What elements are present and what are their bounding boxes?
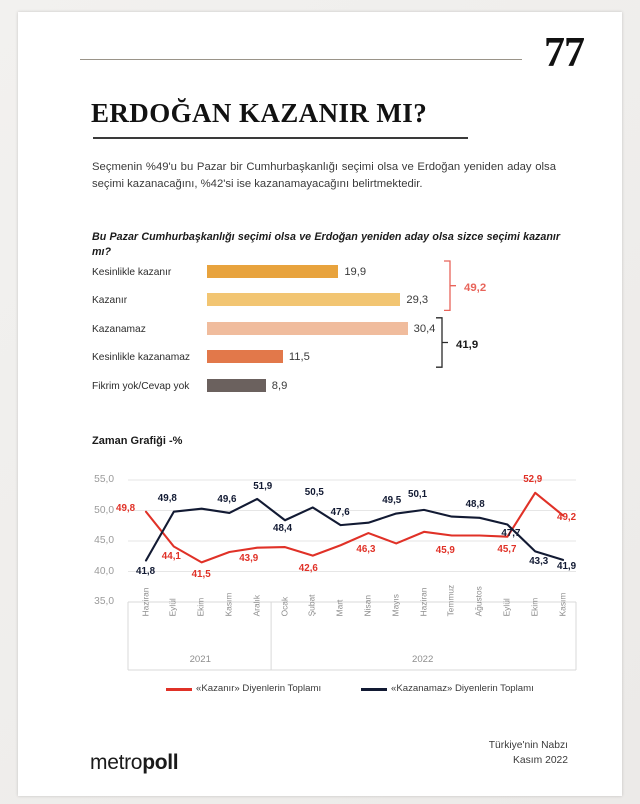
bar-category-label: Fikrim yok/Cevap yok	[92, 380, 190, 392]
y-axis-tick-label: 55,0	[94, 474, 114, 485]
x-axis-tick-label: Ocak	[279, 596, 290, 617]
intro-paragraph: Seçmenin %49'u bu Pazar bir Cumhurbaşkanlığı seçimi olsa ve Erdoğan yeniden aday olsa seçimi kazanacağını, %42'si ise kazanamayacağını belirtmektedir.	[92, 161, 556, 190]
y-axis-tick-label: 40,0	[94, 565, 114, 577]
bar-value-label: 29,3	[406, 294, 429, 307]
x-axis-tick-label: Haziran	[418, 587, 429, 617]
x-axis-tick-label: Ağustos	[473, 586, 484, 617]
x-axis-tick-label: Nisan	[362, 594, 373, 617]
data-point-label: 41,9	[557, 560, 577, 572]
report-page	[18, 12, 622, 796]
y-axis-tick-label: 50,0	[94, 504, 114, 516]
x-axis-group-label: 2022	[412, 654, 434, 665]
x-axis-tick-label: Ekim	[529, 597, 540, 617]
data-point-label: 49,5	[382, 494, 402, 506]
time-chart-title: Zaman Grafiği -%	[92, 435, 183, 447]
data-point-label: 46,3	[356, 544, 376, 556]
x-axis-tick-label: Şubat	[306, 594, 317, 617]
x-axis-tick-label: Mayıs	[390, 594, 401, 617]
bar-category-label: Kazanır	[92, 295, 128, 307]
bar-value-label: 30,4	[413, 322, 436, 335]
data-point-label: 47,7	[501, 527, 521, 539]
legend-label-0: «Kazanır» Diyenlerin Toplamı	[196, 683, 322, 694]
x-axis-tick-label: Aralık	[251, 594, 262, 617]
line-chart	[76, 452, 596, 694]
survey-question: Bu Pazar Cumhurbaşkanlığı seçimi olsa ve Erdoğan yeniden aday olsa sizce seçimi kazanır mı?	[92, 231, 560, 258]
data-point-label: 51,9	[253, 480, 273, 492]
bracket-total-kazanamaz: 41,9	[456, 339, 479, 351]
bar-segment	[207, 350, 283, 363]
data-point-label: 45,9	[435, 544, 455, 556]
x-axis-tick-label: Kasım	[557, 592, 568, 617]
source-note	[489, 738, 568, 768]
data-point-label: 50,5	[304, 487, 324, 499]
bar-segment	[207, 265, 338, 278]
bar-category-label: Kesinlikle kazanamaz	[92, 352, 190, 364]
data-point-label: 49,8	[157, 492, 177, 504]
header-rule	[80, 59, 522, 60]
bar-segment	[207, 322, 408, 335]
x-axis-group-label: 2021	[189, 654, 211, 665]
legend-label-1: «Kazanamaz» Diyenlerin Toplamı	[391, 683, 534, 694]
x-axis-tick-label: Mart	[334, 599, 345, 617]
source-line-1: Türkiye'nin Nabzı	[488, 740, 568, 751]
bar-segment	[207, 293, 400, 306]
brand-light: metro	[90, 751, 143, 774]
bar-value-label: 8,9	[271, 379, 288, 392]
data-point-label: 49,2	[557, 512, 577, 524]
bar-category-label: Kesinlikle kazanır	[92, 267, 172, 278]
brand-bold: poll	[142, 751, 179, 774]
title-underline	[93, 137, 468, 139]
data-point-label: 52,9	[523, 473, 543, 485]
data-point-label: 43,9	[239, 552, 259, 564]
bar-category-label: Kazanamaz	[92, 323, 146, 335]
bracket-total-kazanir: 49,2	[464, 282, 487, 295]
y-axis-tick-label: 35,0	[94, 596, 114, 607]
data-point-label: 50,1	[408, 488, 428, 500]
x-axis-tick-label: Ekim	[195, 597, 206, 617]
bar-value-label: 11,5	[288, 351, 310, 364]
legend-swatch-1	[361, 688, 387, 691]
x-axis-tick-label: Temmuz	[445, 584, 456, 617]
legend-swatch-0	[166, 688, 192, 691]
data-point-label: 48,4	[273, 523, 293, 535]
data-point-label: 48,8	[465, 498, 485, 510]
x-axis-tick-label: Eylül	[167, 598, 178, 617]
page-number: 77	[544, 30, 584, 76]
page-title: ERDOĞAN KAZANIR MI?	[91, 98, 428, 128]
data-point-label: 42,6	[298, 562, 318, 574]
bar-segment	[207, 379, 266, 392]
data-point-label: 41,8	[136, 565, 156, 577]
source-line-2: Kasım 2022	[513, 755, 568, 766]
data-point-label: 47,6	[330, 507, 350, 519]
x-axis-tick-label: Eylül	[501, 598, 512, 617]
data-point-label: 44,1	[161, 551, 181, 563]
data-point-label: 41,5	[191, 569, 211, 581]
y-axis-tick-label: 45,0	[94, 535, 114, 546]
data-point-label: 49,8	[116, 502, 136, 514]
data-point-label: 43,3	[529, 556, 549, 568]
data-point-label: 45,7	[497, 543, 517, 555]
bar-value-label: 19,9	[344, 266, 367, 278]
x-axis-tick-label: Haziran	[140, 587, 151, 617]
metropoll-logo	[90, 752, 178, 773]
data-point-label: 49,6	[217, 493, 237, 505]
x-axis-tick-label: Kasım	[223, 592, 234, 617]
